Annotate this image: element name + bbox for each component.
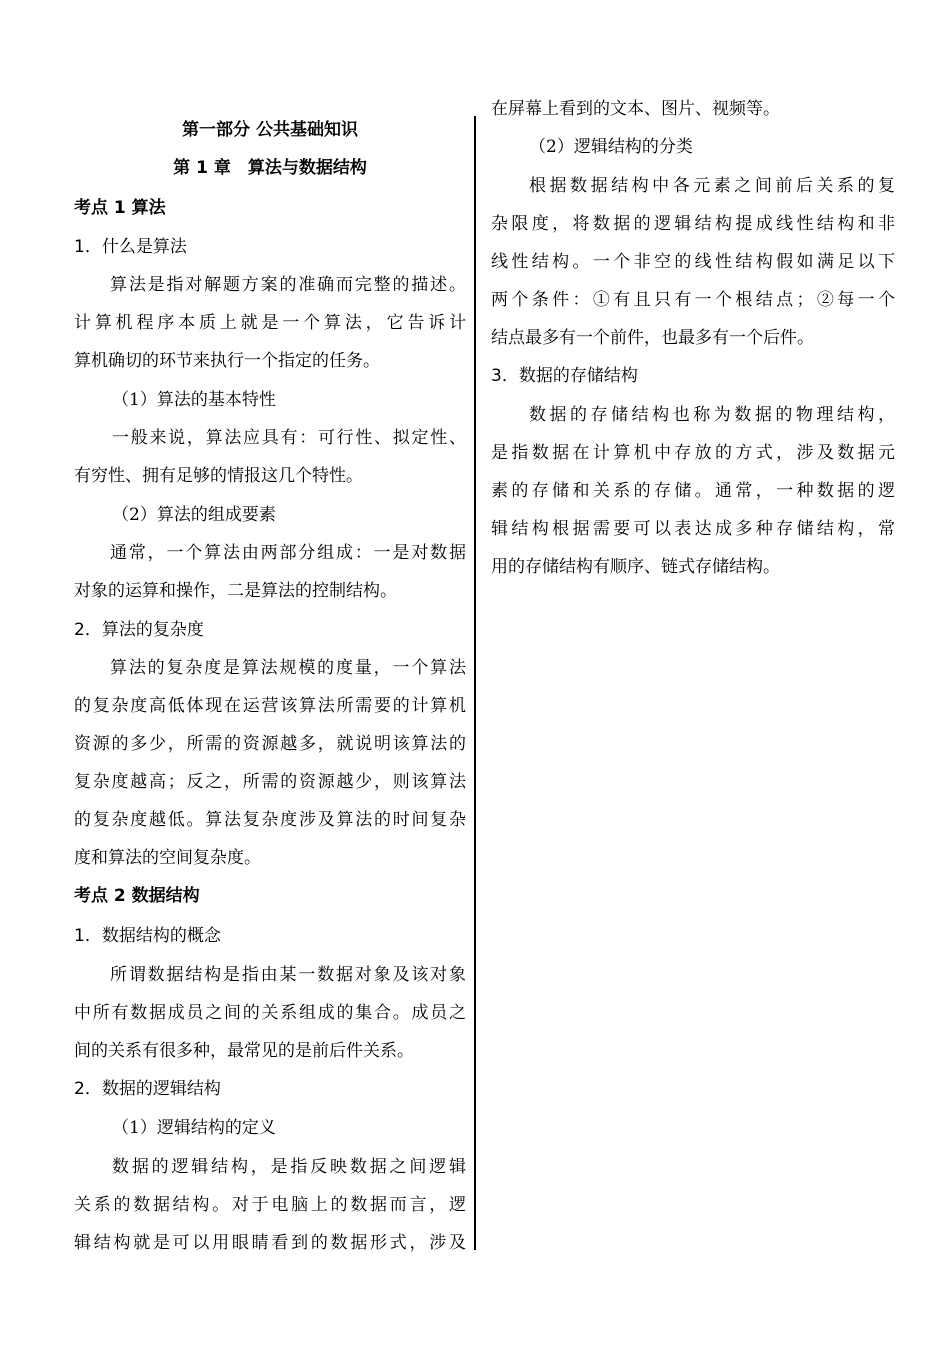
paragraph-line: 对象的运算和操作，二是算法的控制结构。 [74, 581, 397, 601]
sub-heading-logical-definition: （1）逻辑结构的定义 [112, 1118, 276, 1138]
paragraph-line: 关系的数据结构。对于电脑上的数据而言，逻 [74, 1195, 466, 1215]
paragraph-line: 算法是指对解题方案的准确而完整的描述。 [110, 275, 466, 295]
paragraph-line: 所谓数据结构是指由某一数据对象及该对象 [110, 965, 466, 985]
paragraph-line: 资源的多少，所需的资源越多，就说明该算法的 [74, 734, 466, 754]
subsection-heading-what-is-algorithm: 1．什么是算法 [74, 237, 187, 257]
part-title: 第一部分 公共基础知识 [182, 120, 358, 140]
paragraph-line: 间的关系有很多种，最常见的是前后件关系。 [74, 1041, 414, 1061]
sub-heading-logical-classification: （2）逻辑结构的分类 [529, 137, 693, 157]
paragraph-line: 的复杂度越低。算法复杂度涉及算法的时间复杂 [74, 810, 466, 830]
paragraph-line: 数据的逻辑结构，是指反映数据之间逻辑 [112, 1157, 466, 1177]
subsection-heading-ds-concept: 1．数据结构的概念 [74, 926, 221, 946]
paragraph-line: 用的存储结构有顺序、链式存储结构。 [491, 557, 780, 577]
paragraph-line: 有穷性、拥有足够的情报这几个特性。 [74, 466, 363, 486]
paragraph-line: 的复杂度高低体现在运营该算法所需要的计算机 [74, 696, 466, 716]
sub-heading-components: （2）算法的组成要素 [112, 505, 276, 525]
paragraph-line: 算法的复杂度是算法规模的度量，一个算法 [110, 658, 466, 678]
paragraph-line: 两个条件：①有且只有一个根结点；②每一个 [491, 290, 895, 310]
paragraph-line: 杂限度，将数据的逻辑结构提成线性结构和非 [491, 214, 895, 234]
paragraph-line: 素的存储和关系的存储。通常，一种数据的逻 [491, 481, 895, 501]
paragraph-line: 辑结构就是可以用眼睛看到的数据形式，涉及 [74, 1233, 466, 1253]
paragraph-line: 度和算法的空间复杂度。 [74, 848, 261, 868]
paragraph-line: 是指数据在计算机中存放的方式，涉及数据元 [491, 443, 895, 463]
paragraph-line: 通常，一个算法由两部分组成：一是对数据 [110, 543, 466, 563]
paragraph-line: 数据的存储结构也称为数据的物理结构， [529, 405, 895, 425]
paragraph-line: 线性结构。一个非空的线性结构假如满足以下 [491, 252, 895, 272]
paragraph-line: 计算机程序本质上就是一个算法，它告诉计 [74, 313, 466, 333]
chapter-title: 第 1 章 算法与数据结构 [173, 158, 367, 178]
section-heading-algorithm: 考点 1 算法 [74, 198, 166, 218]
paragraph-line: 复杂度越高；反之，所需的资源越少，则该算法 [74, 772, 466, 792]
paragraph-line: 辑结构根据需要可以表达成多种存储结构，常 [491, 519, 895, 539]
subsection-heading-logical-structure: 2．数据的逻辑结构 [74, 1079, 221, 1099]
subsection-heading-storage-structure: 3．数据的存储结构 [491, 366, 638, 386]
section-heading-data-structure: 考点 2 数据结构 [74, 886, 200, 906]
paragraph-line: 一般来说，算法应具有：可行性、拟定性、 [112, 428, 466, 448]
paragraph-line: 中所有数据成员之间的关系组成的集合。成员之 [74, 1003, 466, 1023]
sub-heading-basic-properties: （1）算法的基本特性 [112, 390, 276, 410]
paragraph-line: 结点最多有一个前件，也最多有一个后件。 [491, 328, 814, 348]
paragraph-line: 算机确切的环节来执行一个指定的任务。 [74, 351, 380, 371]
column-divider [474, 116, 476, 1250]
subsection-heading-complexity: 2．算法的复杂度 [74, 620, 204, 640]
paragraph-line: 根据数据结构中各元素之间前后关系的复 [529, 176, 895, 196]
paragraph-line: 在屏幕上看到的文本、图片、视频等。 [491, 99, 780, 119]
